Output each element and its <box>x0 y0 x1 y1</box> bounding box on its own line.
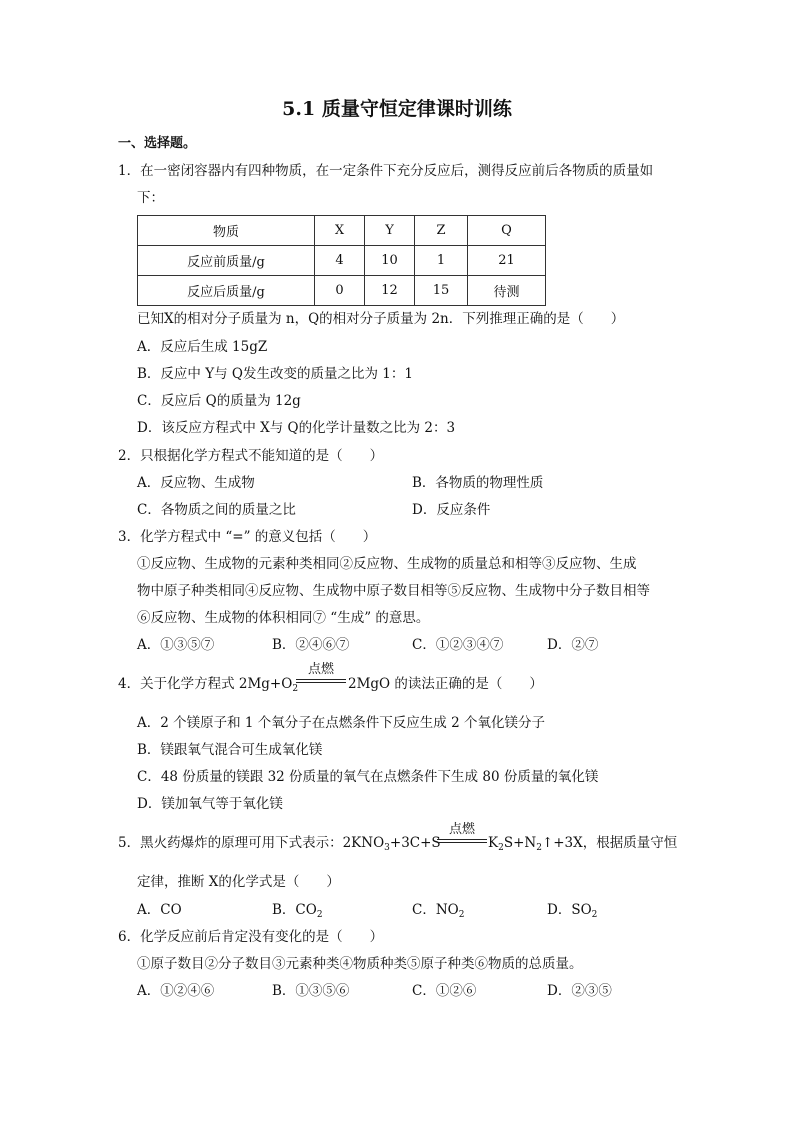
q5-option-c-subscript: 2 <box>458 910 465 920</box>
q5-product-k: K <box>488 835 499 851</box>
q5-option-b <box>272 904 323 918</box>
table-header-cell: Q <box>468 216 546 246</box>
q5-option-b-subscript: 2 <box>316 910 323 920</box>
q3-statement-line2: 物中原子种类相同④反应物、生成物中原子数目相等⑤反应物、生成物中分子数目相等 <box>137 583 650 599</box>
q5-option-c <box>412 904 464 918</box>
kno3-subscript: 3 <box>384 843 390 853</box>
q4-option-b: B．镁跟氧气混合可生成氧化镁 <box>137 742 323 758</box>
q5-option-c-text: C．NO <box>412 902 459 918</box>
q4-reaction-condition: 点燃 <box>307 662 334 677</box>
table-cell: 0 <box>315 276 365 306</box>
q5-option-a: A．CO <box>137 902 182 918</box>
q3-statement-line1: ①反应物、生成物的元素种类相同②反应物、生成物的质量总和相等③反应物、生成 <box>137 556 637 572</box>
table-cell: 待测 <box>468 276 546 306</box>
equals-bar-bottom <box>296 682 346 683</box>
table-cell: 21 <box>468 246 546 276</box>
table-row <box>138 276 546 306</box>
o2-subscript: 2 <box>292 684 299 694</box>
q4-equation-sign <box>296 663 346 683</box>
q5-stem <box>118 837 441 851</box>
q1-stem-line1: 1．在一密闭容器内有四种物质，在一定条件下充分反应后，测得反应前后各物质的质量如 <box>118 163 654 179</box>
q2-option-b: B．各物质的物理性质 <box>412 475 544 491</box>
q5-option-d-text: D．SO <box>547 902 592 918</box>
q5-equation-sign <box>437 823 487 843</box>
q6-stem: 6．化学反应前后肯定没有变化的是（ ） <box>118 929 384 945</box>
table-header-row <box>138 216 546 246</box>
table-cell: 反应后质量/g <box>138 276 315 306</box>
page-title: 5.1 质量守恒定律课时训练 <box>282 98 512 120</box>
table-cell: 15 <box>415 276 468 306</box>
q6-statement-line1: ①原子数目②分子数目③元素种类④物质种类⑤原子种类⑥物质的总质量。 <box>137 956 583 972</box>
q2-stem: 2．只根据化学方程式不能知道的是（ ） <box>118 448 384 464</box>
q3-option-c: C．①②③④⑦ <box>412 637 504 653</box>
q5-option-b-text: B．CO <box>272 902 317 918</box>
q3-stem: 3．化学方程式中 “=” 的意义包括（ ） <box>118 529 377 545</box>
q4-stem-suffix: 2MgO 的读法正确的是（ ） <box>348 676 543 692</box>
q5-stem-line2: 定律，推断 X的化学式是（ ） <box>137 874 340 890</box>
equals-bar-top <box>437 839 487 840</box>
table-row <box>138 246 546 276</box>
q6-option-d: D．②③⑤ <box>547 983 612 999</box>
q6-option-a: A．①②④⑥ <box>137 983 215 999</box>
equals-bar-top <box>296 679 346 680</box>
q5-stem-suffix: ↑+3X，根据质量守恒 <box>541 835 678 851</box>
table-header-cell: 物质 <box>138 216 315 246</box>
q6-option-c: C．①②⑥ <box>412 983 477 999</box>
q5-reaction-condition: 点燃 <box>448 822 475 837</box>
q1-option-a: A．反应后生成 15gZ <box>137 339 268 355</box>
q2-option-a: A．反应物、生成物 <box>137 475 255 491</box>
table-cell: 反应前质量/g <box>138 246 315 276</box>
q1-mass-table <box>137 215 546 306</box>
q2-option-c: C．各物质之间的质量之比 <box>137 502 296 518</box>
table-header-cell: Y <box>365 216 415 246</box>
q6-option-b: B．①③⑤⑥ <box>272 983 350 999</box>
q4-stem <box>118 678 298 692</box>
table-header-cell: X <box>315 216 365 246</box>
q1-stem-line2: 下： <box>137 190 164 206</box>
q3-option-a: A．①③⑤⑦ <box>137 637 215 653</box>
k2-subscript: 2 <box>498 843 504 853</box>
equals-bar-bottom <box>437 842 487 843</box>
q5-stem-prefix: 5．黑火药爆炸的原理可用下式表示：2KNO <box>118 835 385 851</box>
table-cell: 4 <box>315 246 365 276</box>
table-cell: 12 <box>365 276 415 306</box>
q3-statement-line3: ⑥反应物、生成物的体积相同⑦ “生成” 的意思。 <box>137 610 430 626</box>
q4-option-d: D．镁加氧气等于氧化镁 <box>137 796 283 812</box>
q5-products <box>488 837 677 851</box>
q4-option-c: C．48 份质量的镁跟 32 份质量的氧气在点燃条件下生成 80 份质量的氧化镁 <box>137 769 599 785</box>
table-cell: 1 <box>415 246 468 276</box>
table-header-cell: Z <box>415 216 468 246</box>
q1-option-d: D．该反应方程式中 X与 Q的化学计量数之比为 2：3 <box>137 420 456 436</box>
q1-stem-line3: 已知X的相对分子质量为 n，Q的相对分子质量为 2n．下列推理正确的是（ ） <box>137 311 625 327</box>
table-cell: 10 <box>365 246 415 276</box>
q5-reactant-rest: +3C+S <box>389 835 441 851</box>
q4-stem-prefix: 4．关于化学方程式 2Mg+O <box>118 676 293 692</box>
section-heading: 一、选择题。 <box>118 136 197 151</box>
q5-option-d <box>547 904 597 918</box>
q5-product-mid: S+N <box>503 835 537 851</box>
q5-option-d-subscript: 2 <box>591 910 598 920</box>
q2-option-d: D．反应条件 <box>412 502 491 518</box>
q3-option-b: B．②④⑥⑦ <box>272 637 350 653</box>
q1-option-c: C．反应后 Q的质量为 12g <box>137 393 301 409</box>
q1-option-b: B．反应中 Y与 Q发生改变的质量之比为 1：1 <box>137 366 413 382</box>
q4-option-a: A．2 个镁原子和 1 个氧分子在点燃条件下反应生成 2 个氧化镁分子 <box>137 715 545 731</box>
q3-option-d: D．②⑦ <box>547 637 599 653</box>
n2-subscript: 2 <box>536 843 542 853</box>
